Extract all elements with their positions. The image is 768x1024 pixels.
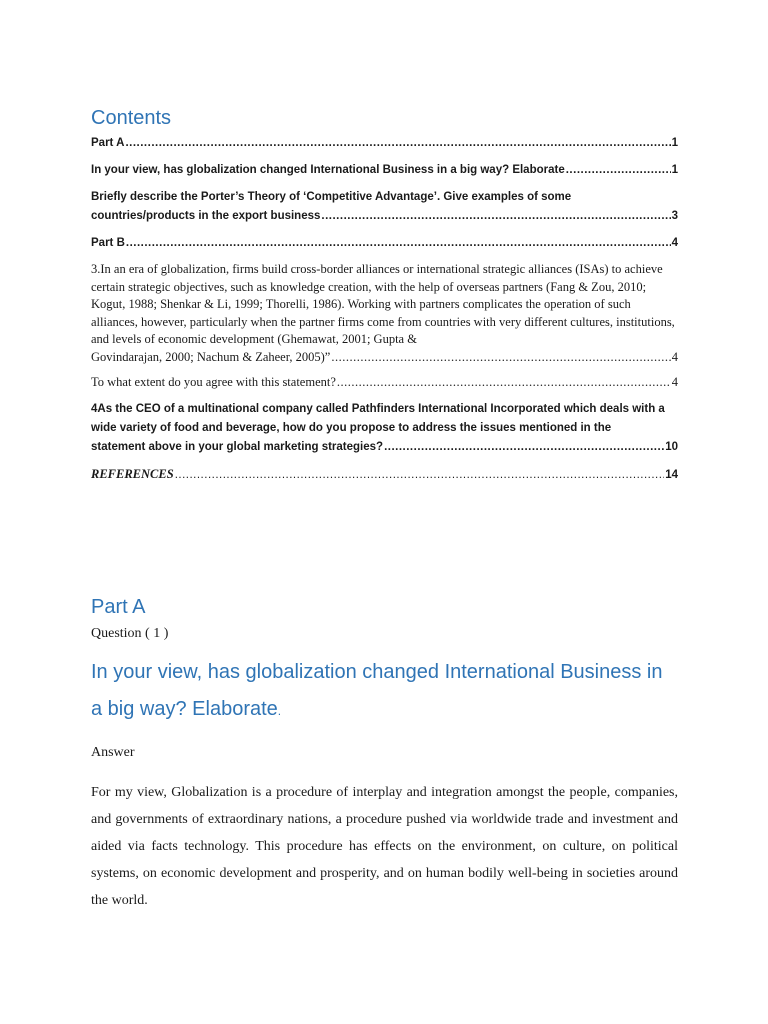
toc-entry-text-line2: countries/products in the export business [91, 210, 321, 222]
toc-entry-part-b[interactable] [91, 234, 678, 253]
toc-entry-part-a[interactable] [91, 134, 678, 153]
toc-entry-text-line1: Briefly describe the Porter’s Theory of ‘Competitive Advantage’. Give examples of some [91, 191, 572, 203]
question-title-end: . [277, 704, 282, 718]
toc-entry-agree-statement[interactable] [91, 374, 678, 392]
toc-page-number: 4 [671, 237, 678, 249]
toc-page-number: 1 [671, 164, 678, 176]
toc-entry-text: To what extent do you agree with this statement? [91, 375, 336, 389]
question-label: Question ( 1 ) [91, 626, 169, 641]
toc-page-number: 1 [671, 137, 678, 149]
toc-entry-porter-theory[interactable] [91, 188, 678, 226]
question-title-text: In your view, has globalization changed International Business in a big way? Elaborate [91, 661, 663, 720]
toc-page-number: 4 [671, 349, 678, 364]
toc-entry-references[interactable] [91, 465, 678, 485]
dot-leader [175, 466, 665, 485]
toc-entry-text-last: statement above in your global marketing strategies? [91, 440, 384, 453]
answer-paragraph: For my view, Globalization is a procedure of interplay and integration amongst the people, companies, and governments of extraordinary nations, a procedure pushed via worldwide trade and investment and aided via facts technology. This procedure has effects on the environment, on culture, on political systems, on economic development and prosperity, and on human bodily well-being in societies around the world. [91, 785, 678, 908]
toc-entry-text-body: 3.In an era of globalization, firms build cross-border alliances or international strategic alliances (ISAs) to achieve certain strategic objectives, such as knowledge creation, with the help of overseas partners (Fang & Zou, 2010; Kogut, 1988; Shenkar & Li, 1999; Thorelli, 1986). Working with partners complicates the operation of such alliances, however, particularly when the partner firms come from countries with very different cultures, institutions, and levels of economic development (Ghemawat, 2001; Gupta & [91, 262, 675, 346]
dot-leader [337, 374, 671, 392]
answer-label: Answer [91, 745, 135, 760]
dot-leader [331, 349, 670, 367]
toc-page-number: 10 [665, 440, 678, 453]
dot-leader [566, 161, 671, 180]
toc-entry-text: In your view, has globalization changed International Business in a big way? Elaborate [91, 164, 565, 176]
dot-leader [384, 438, 664, 457]
toc-entry-text: Part B [91, 237, 125, 249]
dot-leader [125, 134, 670, 153]
toc-entry-text: REFERENCES [91, 466, 174, 481]
toc-entry-strategic-alliances[interactable] [91, 261, 678, 366]
question-title [91, 654, 678, 730]
table-of-contents [91, 134, 678, 493]
toc-entry-text: Part A [91, 137, 125, 149]
part-a-heading: Part A [91, 596, 146, 618]
toc-entry-ceo-question[interactable] [91, 400, 678, 457]
toc-entry-text-last: Govindarajan, 2000; Nachum & Zaheer, 2005)” [91, 349, 331, 364]
toc-page-number: 3 [671, 210, 678, 222]
contents-heading: Contents [91, 107, 172, 129]
toc-entry-globalization-question[interactable] [91, 161, 678, 180]
dot-leader [321, 207, 670, 226]
toc-page-number: 4 [671, 375, 678, 389]
toc-entry-text-body: 4As the CEO of a multinational company called Pathfinders International Incorporated which deals with a wide variety of food and beverage, how do you propose to address the issues mentioned in the [91, 402, 665, 434]
dot-leader [126, 234, 671, 253]
toc-page-number: 14 [665, 468, 678, 481]
